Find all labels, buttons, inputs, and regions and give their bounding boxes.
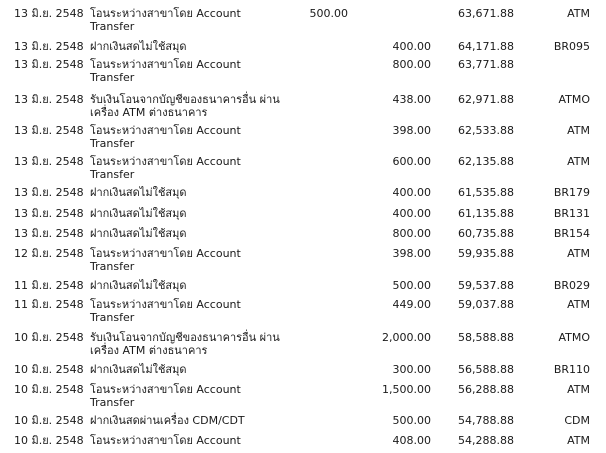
date-cell: 13 มิ.ย. 2548 bbox=[14, 93, 84, 106]
channel-cell: ATM bbox=[567, 434, 590, 447]
description-cell bbox=[90, 247, 241, 273]
description-line: ฝากเงินสดไม่ใช้สมุด bbox=[90, 227, 187, 240]
description-line: Transfer bbox=[90, 311, 135, 324]
description-cell bbox=[90, 279, 187, 292]
date-cell: 13 มิ.ย. 2548 bbox=[14, 155, 84, 168]
description-line: โอนระหว่างสาขาโดย Account bbox=[90, 298, 241, 311]
deposit-cell: 500.00 bbox=[392, 279, 431, 292]
description-line: ฝากเงินสดไม่ใช้สมุด bbox=[90, 207, 187, 220]
deposit-cell: 408.00 bbox=[392, 434, 431, 447]
channel-cell: ATM bbox=[567, 7, 590, 20]
balance-cell: 59,935.88 bbox=[458, 247, 514, 260]
channel-cell: BR029 bbox=[553, 279, 590, 292]
channel-cell: BR154 bbox=[553, 227, 590, 240]
balance-cell: 56,288.88 bbox=[458, 383, 514, 396]
deposit-cell: 1,500.00 bbox=[382, 383, 431, 396]
deposit-cell: 800.00 bbox=[392, 227, 431, 240]
description-line: Transfer bbox=[90, 168, 135, 181]
balance-cell: 61,535.88 bbox=[458, 186, 514, 199]
description-line: Transfer bbox=[90, 71, 135, 84]
description-line: ฝากเงินสดไม่ใช้สมุด bbox=[90, 363, 187, 376]
deposit-cell: 398.00 bbox=[392, 124, 431, 137]
description-cell bbox=[90, 331, 280, 357]
channel-cell: ATM bbox=[567, 298, 590, 311]
deposit-cell: 500.00 bbox=[392, 414, 431, 427]
description-cell bbox=[90, 58, 241, 84]
deposit-cell: 400.00 bbox=[392, 40, 431, 53]
description-cell bbox=[90, 298, 241, 324]
description-line: โอนระหว่างสาขาโดย Account bbox=[90, 58, 241, 71]
channel-cell: ATMO bbox=[558, 331, 590, 344]
description-line: โอนระหว่างสาขาโดย Account bbox=[90, 434, 241, 447]
date-cell: 10 มิ.ย. 2548 bbox=[14, 331, 84, 344]
date-cell: 11 มิ.ย. 2548 bbox=[14, 298, 84, 311]
description-cell bbox=[90, 363, 187, 376]
date-cell: 13 มิ.ย. 2548 bbox=[14, 186, 84, 199]
deposit-cell: 400.00 bbox=[392, 207, 431, 220]
date-cell: 13 มิ.ย. 2548 bbox=[14, 207, 84, 220]
balance-cell: 59,537.88 bbox=[458, 279, 514, 292]
balance-cell: 62,135.88 bbox=[458, 155, 514, 168]
date-cell: 13 มิ.ย. 2548 bbox=[14, 58, 84, 71]
balance-cell: 59,037.88 bbox=[458, 298, 514, 311]
channel-cell: BR095 bbox=[553, 40, 590, 53]
description-line: รับเงินโอนจากบัญชีของธนาคารอื่น ผ่าน bbox=[90, 331, 280, 344]
channel-cell: ATMO bbox=[558, 93, 590, 106]
balance-cell: 60,735.88 bbox=[458, 227, 514, 240]
channel-cell: ATM bbox=[567, 124, 590, 137]
description-line: ฝากเงินสดไม่ใช้สมุด bbox=[90, 279, 187, 292]
date-cell: 13 มิ.ย. 2548 bbox=[14, 227, 84, 240]
description-cell bbox=[90, 434, 241, 447]
description-line: โอนระหว่างสาขาโดย Account bbox=[90, 155, 241, 168]
date-cell: 10 มิ.ย. 2548 bbox=[14, 414, 84, 427]
description-cell bbox=[90, 93, 280, 119]
balance-cell: 62,533.88 bbox=[458, 124, 514, 137]
channel-cell: BR179 bbox=[553, 186, 590, 199]
balance-cell: 56,588.88 bbox=[458, 363, 514, 376]
balance-cell: 61,135.88 bbox=[458, 207, 514, 220]
description-cell bbox=[90, 207, 187, 220]
channel-cell: ATM bbox=[567, 383, 590, 396]
deposit-cell: 800.00 bbox=[392, 58, 431, 71]
deposit-cell: 438.00 bbox=[392, 93, 431, 106]
description-line: ฝากเงินสดไม่ใช้สมุด bbox=[90, 40, 187, 53]
description-line: เครื่อง ATM ต่างธนาคาร bbox=[90, 106, 208, 119]
description-cell bbox=[90, 186, 187, 199]
description-cell bbox=[90, 40, 187, 53]
description-cell bbox=[90, 124, 241, 150]
date-cell: 12 มิ.ย. 2548 bbox=[14, 247, 84, 260]
balance-cell: 64,171.88 bbox=[458, 40, 514, 53]
balance-cell: 63,671.88 bbox=[458, 7, 514, 20]
channel-cell: ATM bbox=[567, 155, 590, 168]
date-cell: 13 มิ.ย. 2548 bbox=[14, 40, 84, 53]
balance-cell: 54,288.88 bbox=[458, 434, 514, 447]
date-cell: 10 มิ.ย. 2548 bbox=[14, 434, 84, 447]
withdrawal-cell: 500.00 bbox=[309, 7, 348, 20]
channel-cell: BR131 bbox=[553, 207, 590, 220]
deposit-cell: 2,000.00 bbox=[382, 331, 431, 344]
deposit-cell: 400.00 bbox=[392, 186, 431, 199]
balance-cell: 63,771.88 bbox=[458, 58, 514, 71]
deposit-cell: 600.00 bbox=[392, 155, 431, 168]
date-cell: 13 มิ.ย. 2548 bbox=[14, 7, 84, 20]
channel-cell: ATM bbox=[567, 247, 590, 260]
description-line: โอนระหว่างสาขาโดย Account bbox=[90, 383, 241, 396]
date-cell: 11 มิ.ย. 2548 bbox=[14, 279, 84, 292]
date-cell: 13 มิ.ย. 2548 bbox=[14, 124, 84, 137]
balance-cell: 58,588.88 bbox=[458, 331, 514, 344]
description-line: Transfer bbox=[90, 20, 135, 33]
channel-cell: BR110 bbox=[553, 363, 590, 376]
description-cell bbox=[90, 155, 241, 181]
balance-cell: 62,971.88 bbox=[458, 93, 514, 106]
date-cell: 10 มิ.ย. 2548 bbox=[14, 363, 84, 376]
channel-cell: CDM bbox=[564, 414, 590, 427]
description-cell bbox=[90, 7, 241, 33]
description-line: รับเงินโอนจากบัญชีของธนาคารอื่น ผ่าน bbox=[90, 93, 280, 106]
description-line: เครื่อง ATM ต่างธนาคาร bbox=[90, 344, 208, 357]
date-cell: 10 มิ.ย. 2548 bbox=[14, 383, 84, 396]
deposit-cell: 449.00 bbox=[392, 298, 431, 311]
description-line: Transfer bbox=[90, 260, 135, 273]
balance-cell: 54,788.88 bbox=[458, 414, 514, 427]
description-cell bbox=[90, 227, 187, 240]
description-cell bbox=[90, 414, 245, 427]
description-line: โอนระหว่างสาขาโดย Account bbox=[90, 247, 241, 260]
description-line: ฝากเงินสดไม่ใช้สมุด bbox=[90, 186, 187, 199]
description-line: โอนระหว่างสาขาโดย Account bbox=[90, 124, 241, 137]
deposit-cell: 300.00 bbox=[392, 363, 431, 376]
description-line: ฝากเงินสดผ่านเครื่อง CDM/CDT bbox=[90, 414, 245, 427]
description-line: โอนระหว่างสาขาโดย Account bbox=[90, 7, 241, 20]
description-line: Transfer bbox=[90, 137, 135, 150]
description-cell bbox=[90, 383, 241, 409]
description-line: Transfer bbox=[90, 396, 135, 409]
deposit-cell: 398.00 bbox=[392, 247, 431, 260]
